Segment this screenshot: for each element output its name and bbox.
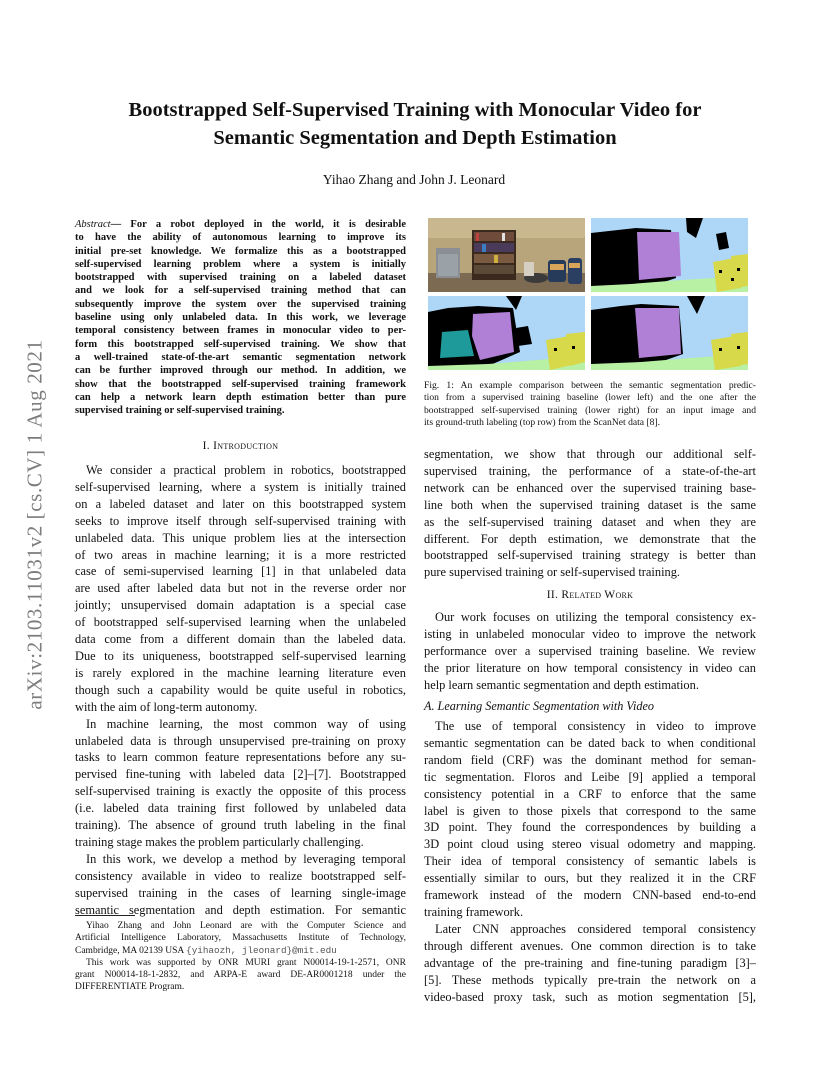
text-line: with the aim of long-term autonomy. xyxy=(75,699,258,714)
related-work-body xyxy=(424,609,756,694)
text-line: Due to its uniqueness, bootstrapped self-supervised learning xyxy=(75,648,406,663)
text-line: We consider a practical problem in robotics, bootstrapped xyxy=(86,463,406,477)
section-heading-text: I. Introduction xyxy=(202,440,279,452)
section-heading-text: II. Related Work xyxy=(546,589,634,601)
abstract-line: supervised training or self-supervised training. xyxy=(75,405,285,417)
footnote-line: This work was supported by ONR MURI grant N00014-19-1-2571, ONR xyxy=(86,957,406,968)
text-line: different. For depth estimation, we demonstrate that the xyxy=(424,531,756,546)
text-line: training framework. xyxy=(424,904,524,919)
subsection-heading-a: A. Learning Semantic Segmentation with Video xyxy=(424,699,654,713)
introduction-body xyxy=(75,462,406,918)
abstract-line: can be further improved through our method. In addition, we xyxy=(75,365,406,377)
figure-bootstrapped-panel xyxy=(591,296,748,370)
text-line: help learn semantic segmentation and depth estimation. xyxy=(424,677,699,692)
figure-ground-truth-panel xyxy=(591,218,748,292)
text-line: video-based proxy task, such as motion segmentation [5], xyxy=(424,989,756,1004)
text-line: training stage makes the problem particularly challenging. xyxy=(75,834,364,849)
abstract-line: a well-trained state-of-the-art semantic segmentation network xyxy=(75,351,406,363)
section-heading-introduction xyxy=(75,440,406,452)
arxiv-identifier xyxy=(24,288,46,760)
text-line: training). The absence of ground truth labeling in the final xyxy=(75,818,406,833)
text-line: of two areas in machine learning; it is a more restricted xyxy=(75,547,406,562)
bootstrapped-segmentation-image xyxy=(591,296,748,370)
abstract-line: can help a network learn depth estimation better than pure xyxy=(75,391,406,403)
section-heading-related-work xyxy=(424,589,756,601)
caption-line: its ground-truth labeling (top row) from the ScanNet data [8]. xyxy=(424,417,661,429)
footnote-line: Yihao Zhang and John Leonard are with the Computer Science and xyxy=(86,921,406,931)
footnote-line: Artificial Intelligence Laboratory, Massachusetts Institute of Technology, xyxy=(75,933,406,944)
text-line: unlabeled data. This unique problem lies at the intersection xyxy=(75,530,406,545)
subsection-a-body xyxy=(424,718,756,1005)
footnote-rule xyxy=(75,915,135,916)
right-column-intro-continued xyxy=(424,446,756,581)
text-line: tasks to learn common feature representations before any su- xyxy=(75,750,406,765)
figure-input-photo xyxy=(428,218,585,292)
text-line: [5]. These methods typically pre-train the network on a xyxy=(424,972,756,987)
abstract-line: form this bootstrapped self-supervised training. We show that xyxy=(75,338,406,350)
text-line: The use of temporal consistency in video to improve xyxy=(435,719,756,733)
abstract-label: Abstract xyxy=(75,219,111,230)
abstract-line: bootstrapped with supervised training on a labeled dataset xyxy=(75,272,406,284)
figure-1-caption xyxy=(424,380,756,430)
text-line: consistency potential in a CRF to enforce that the same xyxy=(424,786,756,801)
text-line: through different avenues. One common direction is to take xyxy=(424,938,756,953)
text-line: 3D point cloud using stereo visual odometry and mapping. xyxy=(424,837,756,852)
text-line: (i.e. labeled data training first followed by unlabeled data xyxy=(75,801,406,816)
text-line: as the self-supervised training dataset and when they are xyxy=(424,514,756,529)
text-line: self-supervised learning, where a system is initially trained xyxy=(75,479,406,494)
text-line: of bootstrapped self-supervised learning when the unlabeled xyxy=(75,615,406,630)
text-line: In this work, we develop a method by leveraging temporal xyxy=(86,851,406,866)
room-photo-image xyxy=(428,218,585,292)
ground-truth-segmentation-image xyxy=(591,218,748,292)
figure-baseline-panel xyxy=(428,296,585,370)
text-line: is rarely explored in the machine learning literature even xyxy=(75,665,406,680)
abstract-line: show that the bootstrapped self-supervised training framework xyxy=(75,378,406,390)
text-line: self-supervised training is exactly the opposite of this process xyxy=(75,784,406,799)
text-line: are used after labeled data but not in the reverse order nor xyxy=(75,581,406,596)
abstract-line: and we look for a self-supervised training method that can xyxy=(75,285,406,297)
abstract-line: subsequently improve the system over the supervised training xyxy=(75,298,406,310)
abstract-line: temporal consistency between frames in monocular video to per- xyxy=(75,325,406,337)
text-line: label is given to those pixels that correspond to the same xyxy=(424,803,756,818)
abstract-line: to have the ability of autonomous learning to improve its xyxy=(75,232,406,244)
abstract-line: initial pre-set knowledge. We formalize this as a bootstrapped xyxy=(75,245,406,257)
caption-line: Fig. 1: An example comparison between the semantic segmentation predic- xyxy=(424,380,756,391)
text-line: though such a capability would be quite useful in robotics, xyxy=(75,682,406,697)
text-line: random field (CRF) was the dominant method for seman- xyxy=(424,752,756,767)
footnote-line: grant N00014-18-1-2832, and ARPA-E award DE-AR0001218 under the xyxy=(75,970,406,981)
text-line: data come from a different domain than the labeled data. xyxy=(75,632,406,647)
footnote-address: Cambridge, MA 02139 USA xyxy=(75,945,187,956)
text-line: Our work focuses on utilizing the temporal consistency ex- xyxy=(435,610,756,624)
text-line: the prior literature on how temporal consistency in video can xyxy=(424,660,756,675)
arxiv-identifier-text: arXiv:2103.11031v2 [cs.CV] 1 Aug 2021 xyxy=(22,338,47,710)
text-line: semantic segmentation and depth estimation. For semantic xyxy=(75,902,406,917)
text-line: framework instead of the modern CNN-based end-to-end xyxy=(424,888,756,903)
abstract-line: — For a robot deployed in the world, it is desirable xyxy=(110,219,406,230)
text-line: pure supervised training or self-supervised training. xyxy=(424,565,681,580)
figure-1 xyxy=(428,218,750,370)
caption-line: bootstrapped self-supervised training (lower right) for an input image and xyxy=(424,404,756,416)
text-line: seeks to improve itself through self-supervised training with xyxy=(75,513,406,528)
text-line: performance over a supervised training baseline. We review xyxy=(424,643,756,658)
text-line: bootstrapped self-supervised training strategy is better than xyxy=(424,548,756,563)
text-line: unlabeled data is through unsupervised pre-training on proxy xyxy=(75,733,406,748)
text-line: isting in unlabeled monocular video to improve the network xyxy=(424,626,756,641)
text-line: supervised training in the cases of learning single-image xyxy=(75,885,406,900)
paper-title-line: Semantic Segmentation and Depth Estimation xyxy=(213,127,617,149)
footnote-line: DIFFERENTIATE Program. xyxy=(75,982,185,993)
author-list: Yihao Zhang and John J. Leonard xyxy=(322,172,506,187)
baseline-segmentation-image xyxy=(428,296,585,370)
text-line: supervised training, the performance of a state-of-the-art xyxy=(424,463,756,478)
text-line: on a labeled dataset and later on this bootstrapped system xyxy=(75,496,406,511)
text-line: segmentation, we show that through our additional self- xyxy=(424,447,756,461)
text-line: tic segmentation. Floros and Leibe [9] applied a temporal xyxy=(424,769,756,784)
text-line: network can be enhanced over the supervised training base- xyxy=(424,480,756,495)
text-line: Their idea of temporal consistency of semantic labels is xyxy=(424,854,756,869)
text-line: case of semi-supervised learning [1] in that unlabeled data xyxy=(75,564,406,579)
text-line: consistency available in video to realize bootstrapped self- xyxy=(75,868,406,883)
text-line: advantage of the pre-training and fine-tuning paradigm [3]– xyxy=(424,955,756,970)
footnote xyxy=(75,920,406,994)
text-line: pervised fine-tuning with labeled data [2]–[7]. Bootstrapped xyxy=(75,767,406,782)
paper-title-line: Bootstrapped Self-Supervised Training with Monocular Video for xyxy=(128,99,702,121)
abstract-line: self-supervised learning problem where a system is initially xyxy=(75,258,406,270)
text-line: jointly; unsupervised domain adaptation is a special case xyxy=(75,598,406,613)
text-line: semantic segmentation can be dated back to when conditional xyxy=(424,735,756,750)
text-line: 3D point. They found the correspondences by building a xyxy=(424,820,756,835)
text-line: In machine learning, the most common way of using xyxy=(86,716,406,731)
text-line: line both when the supervised training dataset is the same xyxy=(424,497,756,512)
abstract xyxy=(75,218,406,417)
text-line: Later CNN approaches considered temporal consistency xyxy=(435,921,756,936)
footnote-email: {yihaozh, jleonard}@mit.edu xyxy=(186,944,337,956)
abstract-line: baseline using only unlabeled data. In this work, we leverage xyxy=(75,312,406,324)
caption-line: tion from a supervised training baseline (lower left) and the one after the xyxy=(424,392,756,404)
text-line: essentially similar to ours, but they realized it in the CRF xyxy=(424,871,756,886)
paper-title xyxy=(60,96,770,152)
